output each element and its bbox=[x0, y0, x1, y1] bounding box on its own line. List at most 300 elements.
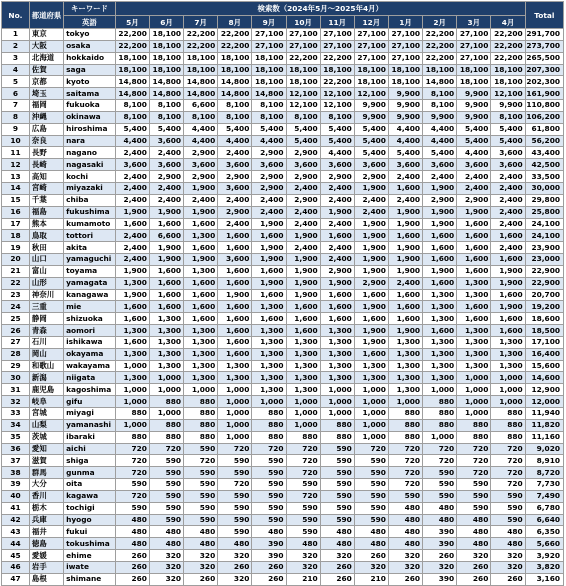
header-keyword-english: 英語 bbox=[64, 16, 116, 29]
month-value-cell: 1,600 bbox=[286, 313, 320, 325]
row-number: 7 bbox=[2, 100, 30, 112]
prefecture-cell: 大分 bbox=[29, 479, 63, 491]
month-value-cell: 2,400 bbox=[286, 218, 320, 230]
month-value-cell: 1,600 bbox=[252, 289, 286, 301]
month-value-cell: 18,100 bbox=[149, 40, 183, 52]
month-value-cell: 3,600 bbox=[491, 147, 525, 159]
month-value-cell: 18,100 bbox=[149, 64, 183, 76]
month-value-cell: 1,300 bbox=[354, 372, 388, 384]
row-number: 27 bbox=[2, 336, 30, 348]
prefecture-cell: 青森 bbox=[29, 325, 63, 337]
month-value-cell: 720 bbox=[149, 443, 183, 455]
total-cell: 56,200 bbox=[525, 135, 563, 147]
keyword-cell: ibaraki bbox=[64, 431, 116, 443]
month-value-cell: 18,100 bbox=[320, 64, 354, 76]
month-value-cell: 3,600 bbox=[115, 159, 149, 171]
month-value-cell: 5,400 bbox=[286, 123, 320, 135]
month-value-cell: 1,900 bbox=[354, 218, 388, 230]
month-value-cell: 320 bbox=[388, 550, 422, 562]
month-value-cell: 590 bbox=[184, 490, 218, 502]
table-row bbox=[2, 111, 564, 123]
month-value-cell: 18,100 bbox=[252, 52, 286, 64]
total-cell: 5,660 bbox=[525, 538, 563, 550]
month-value-cell: 27,100 bbox=[252, 40, 286, 52]
month-value-cell: 1,600 bbox=[388, 230, 422, 242]
month-value-cell: 22,200 bbox=[115, 40, 149, 52]
month-value-cell: 880 bbox=[149, 431, 183, 443]
header-keyword-group: キーワード bbox=[64, 2, 116, 16]
month-value-cell: 1,600 bbox=[218, 325, 252, 337]
total-cell: 22,900 bbox=[525, 265, 563, 277]
month-value-cell: 4,400 bbox=[218, 135, 252, 147]
month-value-cell: 1,300 bbox=[388, 372, 422, 384]
month-value-cell: 590 bbox=[320, 467, 354, 479]
total-cell: 12,000 bbox=[525, 396, 563, 408]
month-value-cell: 320 bbox=[218, 550, 252, 562]
month-value-cell: 1,000 bbox=[457, 384, 491, 396]
month-value-cell: 18,100 bbox=[115, 64, 149, 76]
month-value-cell: 1,600 bbox=[491, 325, 525, 337]
month-value-cell: 390 bbox=[252, 550, 286, 562]
month-value-cell: 5,400 bbox=[354, 147, 388, 159]
table-row bbox=[2, 396, 564, 408]
table-row bbox=[2, 64, 564, 76]
total-cell: 8,720 bbox=[525, 467, 563, 479]
row-number: 24 bbox=[2, 301, 30, 313]
month-value-cell: 1,600 bbox=[115, 313, 149, 325]
month-value-cell: 880 bbox=[184, 431, 218, 443]
month-value-cell: 27,100 bbox=[252, 29, 286, 41]
month-value-cell: 1,600 bbox=[491, 289, 525, 301]
month-value-cell: 1,600 bbox=[115, 301, 149, 313]
keyword-cell: oita bbox=[64, 479, 116, 491]
month-value-cell: 1,600 bbox=[388, 182, 422, 194]
month-value-cell: 18,100 bbox=[149, 29, 183, 41]
prefecture-cell: 静岡 bbox=[29, 313, 63, 325]
month-value-cell: 1,000 bbox=[149, 408, 183, 420]
month-value-cell: 1,900 bbox=[354, 242, 388, 254]
month-value-cell: 3,600 bbox=[457, 159, 491, 171]
month-value-cell: 480 bbox=[388, 526, 422, 538]
month-value-cell: 1,900 bbox=[149, 254, 183, 266]
row-number: 45 bbox=[2, 550, 30, 562]
month-value-cell: 18,100 bbox=[252, 64, 286, 76]
month-value-cell: 1,900 bbox=[320, 206, 354, 218]
total-cell: 291,700 bbox=[525, 29, 563, 41]
total-cell: 9,020 bbox=[525, 443, 563, 455]
row-number: 40 bbox=[2, 490, 30, 502]
header-no: No. bbox=[2, 2, 30, 29]
month-value-cell: 1,000 bbox=[491, 396, 525, 408]
month-value-cell: 1,600 bbox=[388, 301, 422, 313]
table-row bbox=[2, 550, 564, 562]
month-value-cell: 5,400 bbox=[320, 123, 354, 135]
month-value-cell: 590 bbox=[320, 514, 354, 526]
table-row bbox=[2, 573, 564, 585]
total-cell: 106,200 bbox=[525, 111, 563, 123]
table-row bbox=[2, 218, 564, 230]
month-value-cell: 2,900 bbox=[457, 194, 491, 206]
month-value-cell: 9,900 bbox=[354, 100, 388, 112]
total-cell: 17,100 bbox=[525, 336, 563, 348]
month-value-cell: 1,300 bbox=[149, 336, 183, 348]
row-number: 34 bbox=[2, 419, 30, 431]
month-value-cell: 1,300 bbox=[286, 372, 320, 384]
month-value-cell: 880 bbox=[423, 408, 457, 420]
month-value-cell: 1,900 bbox=[423, 218, 457, 230]
month-value-cell: 590 bbox=[388, 490, 422, 502]
header-search-volume: 検索数（2024年5月～2025年4月） bbox=[115, 2, 525, 16]
prefecture-cell: 新潟 bbox=[29, 372, 63, 384]
month-value-cell: 590 bbox=[354, 455, 388, 467]
month-value-cell: 1,300 bbox=[184, 230, 218, 242]
row-number: 5 bbox=[2, 76, 30, 88]
month-value-cell: 3,600 bbox=[252, 159, 286, 171]
total-cell: 7,490 bbox=[525, 490, 563, 502]
month-value-cell: 18,100 bbox=[388, 64, 422, 76]
month-value-cell: 590 bbox=[423, 490, 457, 502]
month-value-cell: 22,200 bbox=[423, 40, 457, 52]
keyword-cell: osaka bbox=[64, 40, 116, 52]
month-value-cell: 22,200 bbox=[320, 52, 354, 64]
month-value-cell: 880 bbox=[423, 419, 457, 431]
total-cell: 11,160 bbox=[525, 431, 563, 443]
month-value-cell: 1,900 bbox=[286, 254, 320, 266]
month-value-cell: 5,400 bbox=[457, 135, 491, 147]
row-number: 4 bbox=[2, 64, 30, 76]
month-value-cell: 18,100 bbox=[423, 64, 457, 76]
month-value-cell: 720 bbox=[491, 467, 525, 479]
keyword-cell: wakayama bbox=[64, 360, 116, 372]
month-value-cell: 590 bbox=[320, 455, 354, 467]
month-value-cell: 1,600 bbox=[354, 289, 388, 301]
month-value-cell: 1,600 bbox=[218, 265, 252, 277]
month-value-cell: 260 bbox=[388, 573, 422, 585]
month-value-cell: 2,400 bbox=[115, 230, 149, 242]
keyword-cell: tokyo bbox=[64, 29, 116, 41]
month-value-cell: 720 bbox=[457, 467, 491, 479]
month-value-cell: 720 bbox=[491, 455, 525, 467]
month-value-cell: 720 bbox=[423, 443, 457, 455]
table-row bbox=[2, 467, 564, 479]
month-value-cell: 22,200 bbox=[184, 29, 218, 41]
month-value-cell: 1,900 bbox=[286, 230, 320, 242]
month-value-cell: 5,400 bbox=[388, 147, 422, 159]
row-number: 16 bbox=[2, 206, 30, 218]
total-cell: 6,350 bbox=[525, 526, 563, 538]
month-value-cell: 12,100 bbox=[320, 88, 354, 100]
table-row bbox=[2, 514, 564, 526]
month-value-cell: 720 bbox=[115, 490, 149, 502]
month-value-cell: 1,300 bbox=[320, 348, 354, 360]
month-value-cell: 5,400 bbox=[218, 123, 252, 135]
month-value-cell: 1,300 bbox=[423, 313, 457, 325]
keyword-cell: yamanashi bbox=[64, 419, 116, 431]
month-value-cell: 390 bbox=[423, 538, 457, 550]
month-value-cell: 1,000 bbox=[149, 372, 183, 384]
total-cell: 23,000 bbox=[525, 254, 563, 266]
month-value-cell: 880 bbox=[320, 431, 354, 443]
month-value-cell: 590 bbox=[184, 479, 218, 491]
month-value-cell: 1,000 bbox=[115, 384, 149, 396]
month-value-cell: 3,600 bbox=[184, 159, 218, 171]
prefecture-cell: 秋田 bbox=[29, 242, 63, 254]
month-value-cell: 2,400 bbox=[491, 242, 525, 254]
month-value-cell: 1,300 bbox=[320, 372, 354, 384]
table-row bbox=[2, 230, 564, 242]
row-number: 22 bbox=[2, 277, 30, 289]
month-value-cell: 1,300 bbox=[286, 336, 320, 348]
month-value-cell: 1,600 bbox=[423, 277, 457, 289]
month-value-cell: 590 bbox=[184, 443, 218, 455]
row-number: 2 bbox=[2, 40, 30, 52]
month-value-cell: 1,300 bbox=[423, 336, 457, 348]
month-value-cell: 720 bbox=[491, 443, 525, 455]
month-value-cell: 2,400 bbox=[115, 254, 149, 266]
month-value-cell: 1,900 bbox=[423, 206, 457, 218]
month-value-cell: 3,600 bbox=[218, 182, 252, 194]
month-value-cell: 12,100 bbox=[354, 88, 388, 100]
month-value-cell: 1,600 bbox=[457, 301, 491, 313]
row-number: 44 bbox=[2, 538, 30, 550]
month-value-cell: 1,900 bbox=[252, 218, 286, 230]
month-value-cell: 1,900 bbox=[286, 289, 320, 301]
month-value-cell: 480 bbox=[115, 514, 149, 526]
month-value-cell: 880 bbox=[320, 419, 354, 431]
month-value-cell: 210 bbox=[354, 573, 388, 585]
header-month: 11月 bbox=[320, 16, 354, 29]
month-value-cell: 3,600 bbox=[423, 159, 457, 171]
month-value-cell: 590 bbox=[423, 467, 457, 479]
keyword-cell: ehime bbox=[64, 550, 116, 562]
month-value-cell: 480 bbox=[491, 538, 525, 550]
header-month: 1月 bbox=[388, 16, 422, 29]
month-value-cell: 480 bbox=[252, 526, 286, 538]
month-value-cell: 22,200 bbox=[423, 52, 457, 64]
keyword-cell: kochi bbox=[64, 171, 116, 183]
row-number: 18 bbox=[2, 230, 30, 242]
month-value-cell: 9,900 bbox=[388, 100, 422, 112]
month-value-cell: 9,900 bbox=[354, 111, 388, 123]
month-value-cell: 1,300 bbox=[218, 360, 252, 372]
month-value-cell: 1,900 bbox=[423, 182, 457, 194]
month-value-cell: 590 bbox=[218, 526, 252, 538]
row-number: 1 bbox=[2, 29, 30, 41]
prefecture-cell: 沖縄 bbox=[29, 111, 63, 123]
month-value-cell: 1,900 bbox=[218, 289, 252, 301]
month-value-cell: 590 bbox=[218, 502, 252, 514]
keyword-cell: shiga bbox=[64, 455, 116, 467]
month-value-cell: 2,400 bbox=[491, 182, 525, 194]
month-value-cell: 1,900 bbox=[388, 325, 422, 337]
month-value-cell: 1,300 bbox=[184, 360, 218, 372]
month-value-cell: 2,400 bbox=[457, 182, 491, 194]
month-value-cell: 4,400 bbox=[320, 147, 354, 159]
table-row bbox=[2, 265, 564, 277]
month-value-cell: 260 bbox=[115, 550, 149, 562]
keyword-cell: aomori bbox=[64, 325, 116, 337]
month-value-cell: 18,100 bbox=[184, 64, 218, 76]
month-value-cell: 1,000 bbox=[354, 396, 388, 408]
month-value-cell: 1,600 bbox=[218, 348, 252, 360]
row-number: 42 bbox=[2, 514, 30, 526]
month-value-cell: 590 bbox=[354, 514, 388, 526]
prefecture-cell: 長崎 bbox=[29, 159, 63, 171]
prefecture-cell: 石川 bbox=[29, 336, 63, 348]
month-value-cell: 8,100 bbox=[115, 111, 149, 123]
header-month: 7月 bbox=[184, 16, 218, 29]
month-value-cell: 18,100 bbox=[115, 52, 149, 64]
month-value-cell: 480 bbox=[491, 526, 525, 538]
month-value-cell: 1,900 bbox=[423, 265, 457, 277]
table-row bbox=[2, 313, 564, 325]
prefecture-cell: 奈良 bbox=[29, 135, 63, 147]
month-value-cell: 480 bbox=[457, 526, 491, 538]
month-value-cell: 8,100 bbox=[320, 111, 354, 123]
total-cell: 273,700 bbox=[525, 40, 563, 52]
month-value-cell: 880 bbox=[457, 431, 491, 443]
row-number: 15 bbox=[2, 194, 30, 206]
row-number: 11 bbox=[2, 147, 30, 159]
month-value-cell: 1,300 bbox=[252, 336, 286, 348]
month-value-cell: 5,400 bbox=[252, 123, 286, 135]
prefecture-cell: 愛知 bbox=[29, 443, 63, 455]
prefecture-cell: 茨城 bbox=[29, 431, 63, 443]
month-value-cell: 260 bbox=[320, 573, 354, 585]
month-value-cell: 4,400 bbox=[388, 123, 422, 135]
table-row bbox=[2, 490, 564, 502]
month-value-cell: 2,400 bbox=[320, 242, 354, 254]
table-row bbox=[2, 159, 564, 171]
month-value-cell: 720 bbox=[388, 479, 422, 491]
prefecture-cell: 宮崎 bbox=[29, 182, 63, 194]
table-header bbox=[2, 2, 564, 29]
month-value-cell: 260 bbox=[423, 550, 457, 562]
month-value-cell: 2,900 bbox=[184, 147, 218, 159]
month-value-cell: 8,100 bbox=[115, 100, 149, 112]
month-value-cell: 1,000 bbox=[218, 396, 252, 408]
month-value-cell: 14,800 bbox=[115, 76, 149, 88]
month-value-cell: 590 bbox=[491, 502, 525, 514]
total-cell: 3,920 bbox=[525, 550, 563, 562]
month-value-cell: 1,000 bbox=[115, 396, 149, 408]
month-value-cell: 27,100 bbox=[457, 52, 491, 64]
total-cell: 265,500 bbox=[525, 52, 563, 64]
prefecture-cell: 福井 bbox=[29, 526, 63, 538]
month-value-cell: 590 bbox=[354, 467, 388, 479]
month-value-cell: 1,300 bbox=[320, 325, 354, 337]
month-value-cell: 4,400 bbox=[252, 135, 286, 147]
month-value-cell: 260 bbox=[457, 573, 491, 585]
month-value-cell: 1,600 bbox=[218, 313, 252, 325]
month-value-cell: 1,600 bbox=[252, 230, 286, 242]
month-value-cell: 1,600 bbox=[491, 230, 525, 242]
prefecture-cell: 鹿児島 bbox=[29, 384, 63, 396]
month-value-cell: 8,100 bbox=[149, 100, 183, 112]
month-value-cell: 1,600 bbox=[218, 277, 252, 289]
month-value-cell: 4,400 bbox=[423, 135, 457, 147]
month-value-cell: 2,400 bbox=[388, 277, 422, 289]
month-value-cell: 2,900 bbox=[354, 171, 388, 183]
table-row bbox=[2, 147, 564, 159]
prefecture-cell: 千葉 bbox=[29, 194, 63, 206]
month-value-cell: 260 bbox=[252, 573, 286, 585]
prefecture-cell: 徳島 bbox=[29, 538, 63, 550]
month-value-cell: 880 bbox=[457, 419, 491, 431]
keyword-cell: miyagi bbox=[64, 408, 116, 420]
month-value-cell: 320 bbox=[354, 561, 388, 573]
month-value-cell: 1,300 bbox=[286, 384, 320, 396]
total-cell: 3,160 bbox=[525, 573, 563, 585]
keyword-cell: mie bbox=[64, 301, 116, 313]
month-value-cell: 1,300 bbox=[423, 372, 457, 384]
month-value-cell: 18,100 bbox=[218, 52, 252, 64]
table-body bbox=[2, 29, 564, 586]
month-value-cell: 18,100 bbox=[286, 76, 320, 88]
month-value-cell: 1,300 bbox=[252, 360, 286, 372]
month-value-cell: 880 bbox=[423, 396, 457, 408]
month-value-cell: 1,300 bbox=[252, 348, 286, 360]
month-value-cell: 1,900 bbox=[354, 182, 388, 194]
month-value-cell: 590 bbox=[457, 479, 491, 491]
month-value-cell: 1,000 bbox=[491, 384, 525, 396]
month-value-cell: 1,900 bbox=[354, 336, 388, 348]
prefecture-cell: 栃木 bbox=[29, 502, 63, 514]
month-value-cell: 9,900 bbox=[491, 100, 525, 112]
month-value-cell: 1,600 bbox=[184, 242, 218, 254]
month-value-cell: 260 bbox=[491, 573, 525, 585]
table-row bbox=[2, 206, 564, 218]
month-value-cell: 27,100 bbox=[388, 52, 422, 64]
month-value-cell: 1,600 bbox=[457, 218, 491, 230]
keyword-cell: shizuoka bbox=[64, 313, 116, 325]
total-cell: 12,900 bbox=[525, 384, 563, 396]
month-value-cell: 2,400 bbox=[320, 218, 354, 230]
month-value-cell: 480 bbox=[388, 538, 422, 550]
month-value-cell: 14,800 bbox=[184, 88, 218, 100]
table-row bbox=[2, 336, 564, 348]
header-month: 4月 bbox=[491, 16, 525, 29]
row-number: 20 bbox=[2, 254, 30, 266]
month-value-cell: 27,100 bbox=[457, 29, 491, 41]
month-value-cell: 9,900 bbox=[388, 88, 422, 100]
keyword-cell: yamagata bbox=[64, 277, 116, 289]
month-value-cell: 1,900 bbox=[252, 277, 286, 289]
prefecture-cell: 鳥取 bbox=[29, 230, 63, 242]
month-value-cell: 22,200 bbox=[491, 29, 525, 41]
month-value-cell: 18,100 bbox=[457, 76, 491, 88]
table-row bbox=[2, 360, 564, 372]
month-value-cell: 320 bbox=[423, 561, 457, 573]
prefecture-cell: 長野 bbox=[29, 147, 63, 159]
prefecture-cell: 北海道 bbox=[29, 52, 63, 64]
month-value-cell: 1,600 bbox=[252, 313, 286, 325]
month-value-cell: 1,600 bbox=[320, 313, 354, 325]
month-value-cell: 480 bbox=[286, 538, 320, 550]
keyword-cell: akita bbox=[64, 242, 116, 254]
month-value-cell: 480 bbox=[320, 538, 354, 550]
month-value-cell: 3,600 bbox=[149, 135, 183, 147]
month-value-cell: 1,000 bbox=[320, 384, 354, 396]
month-value-cell: 880 bbox=[491, 419, 525, 431]
keyword-cell: hokkaido bbox=[64, 52, 116, 64]
keyword-cell: kanagawa bbox=[64, 289, 116, 301]
row-number: 12 bbox=[2, 159, 30, 171]
month-value-cell: 1,300 bbox=[115, 348, 149, 360]
month-value-cell: 1,900 bbox=[388, 265, 422, 277]
month-value-cell: 1,600 bbox=[457, 313, 491, 325]
month-value-cell: 320 bbox=[149, 550, 183, 562]
